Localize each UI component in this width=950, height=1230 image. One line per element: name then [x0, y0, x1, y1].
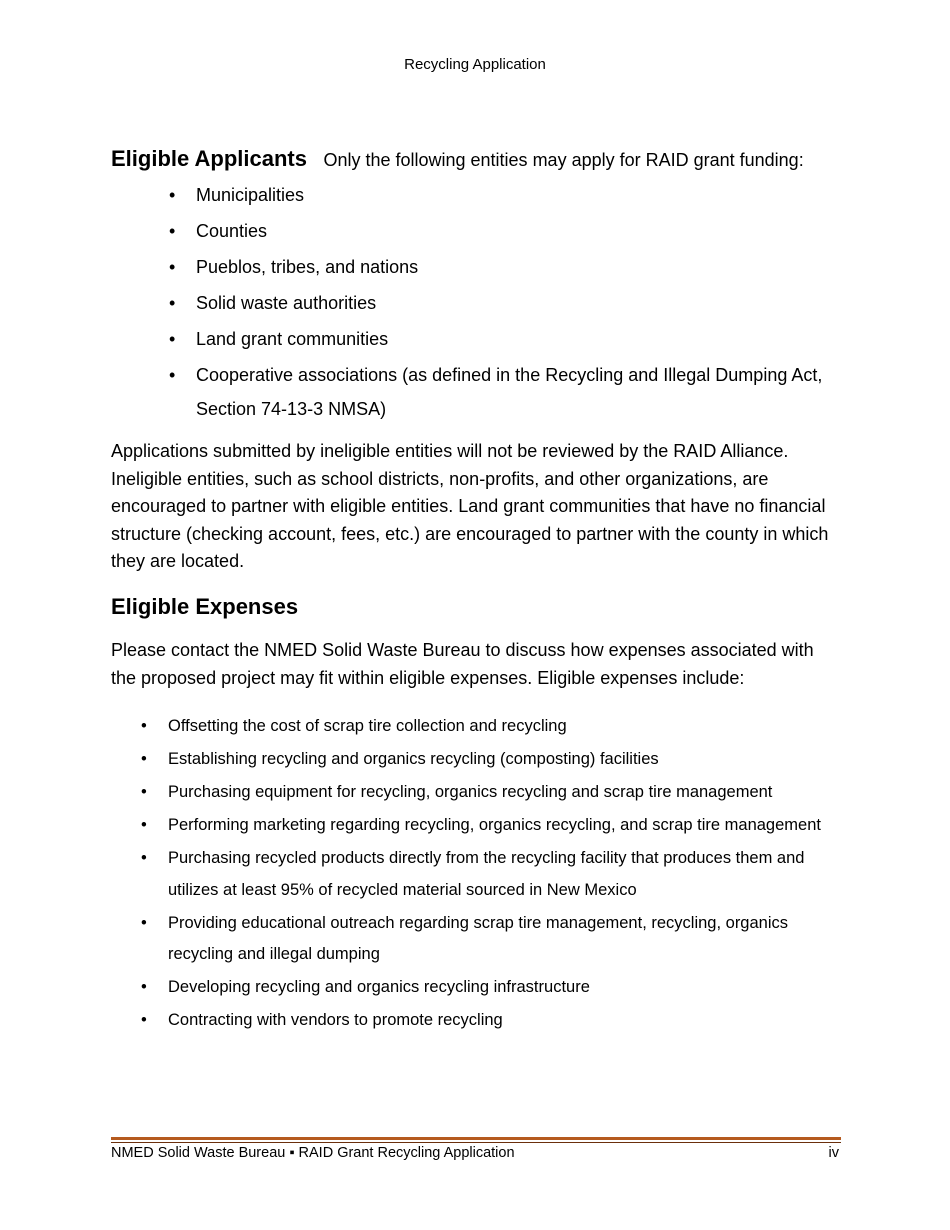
eligible-expenses-intro: Please contact the NMED Solid Waste Bureau to discuss how expenses associated with the proposed project may fit within eligible expenses. Eligible expenses include:	[111, 640, 814, 688]
ineligible-entities-paragraph: Applications submitted by ineligible entities will not be reviewed by the RAID Alliance. Ineligible entities, such as school districts, non-profits, and other organizations, are encouraged to partner with eligible entities. Land grant communities that have no financial structure (checking account, fees, etc.) are encouraged to partner with the county in which they are located.	[111, 441, 829, 571]
list-item: • Pueblos, tribes, and nations	[196, 250, 836, 284]
eligible-applicants-list	[196, 178, 836, 428]
page-number: iv	[828, 1145, 839, 1161]
footer-divider	[111, 1137, 841, 1143]
eligible-applicants-intro: Only the following entities may apply for RAID grant funding:	[323, 150, 804, 170]
list-item: • Solid waste authorities	[196, 286, 836, 320]
list-item: • Land grant communities	[196, 322, 836, 356]
list-item: • Contracting with vendors to promote recycling	[168, 1005, 843, 1037]
list-item: • Offsetting the cost of scrap tire collection and recycling	[168, 711, 843, 743]
page-header: Recycling Application	[404, 56, 546, 73]
eligible-applicants-section	[111, 146, 841, 172]
list-item: • Providing educational outreach regarding scrap tire management, recycling, organics recycling and illegal dumping	[168, 908, 843, 971]
footer-text: NMED Solid Waste Bureau ▪ RAID Grant Recycling Application	[111, 1145, 515, 1161]
eligible-applicants-heading: Eligible Applicants	[111, 146, 307, 171]
list-item: • Counties	[196, 214, 836, 248]
eligible-expenses-heading: Eligible Expenses	[111, 594, 299, 619]
list-item: • Municipalities	[196, 178, 836, 212]
list-item: • Purchasing recycled products directly from the recycling facility that produces them and utilizes at least 95% of recycled material sourced in New Mexico	[168, 843, 843, 906]
list-item: • Developing recycling and organics recycling infrastructure	[168, 972, 843, 1004]
eligible-expenses-list	[168, 711, 843, 1038]
list-item: • Purchasing equipment for recycling, organics recycling and scrap tire management	[168, 777, 843, 809]
list-item: • Performing marketing regarding recycling, organics recycling, and scrap tire management	[168, 810, 843, 842]
list-item: • Cooperative associations (as defined in the Recycling and Illegal Dumping Act, Section 74-13-3 NMSA)	[196, 358, 836, 426]
list-item: • Establishing recycling and organics recycling (composting) facilities	[168, 744, 843, 776]
